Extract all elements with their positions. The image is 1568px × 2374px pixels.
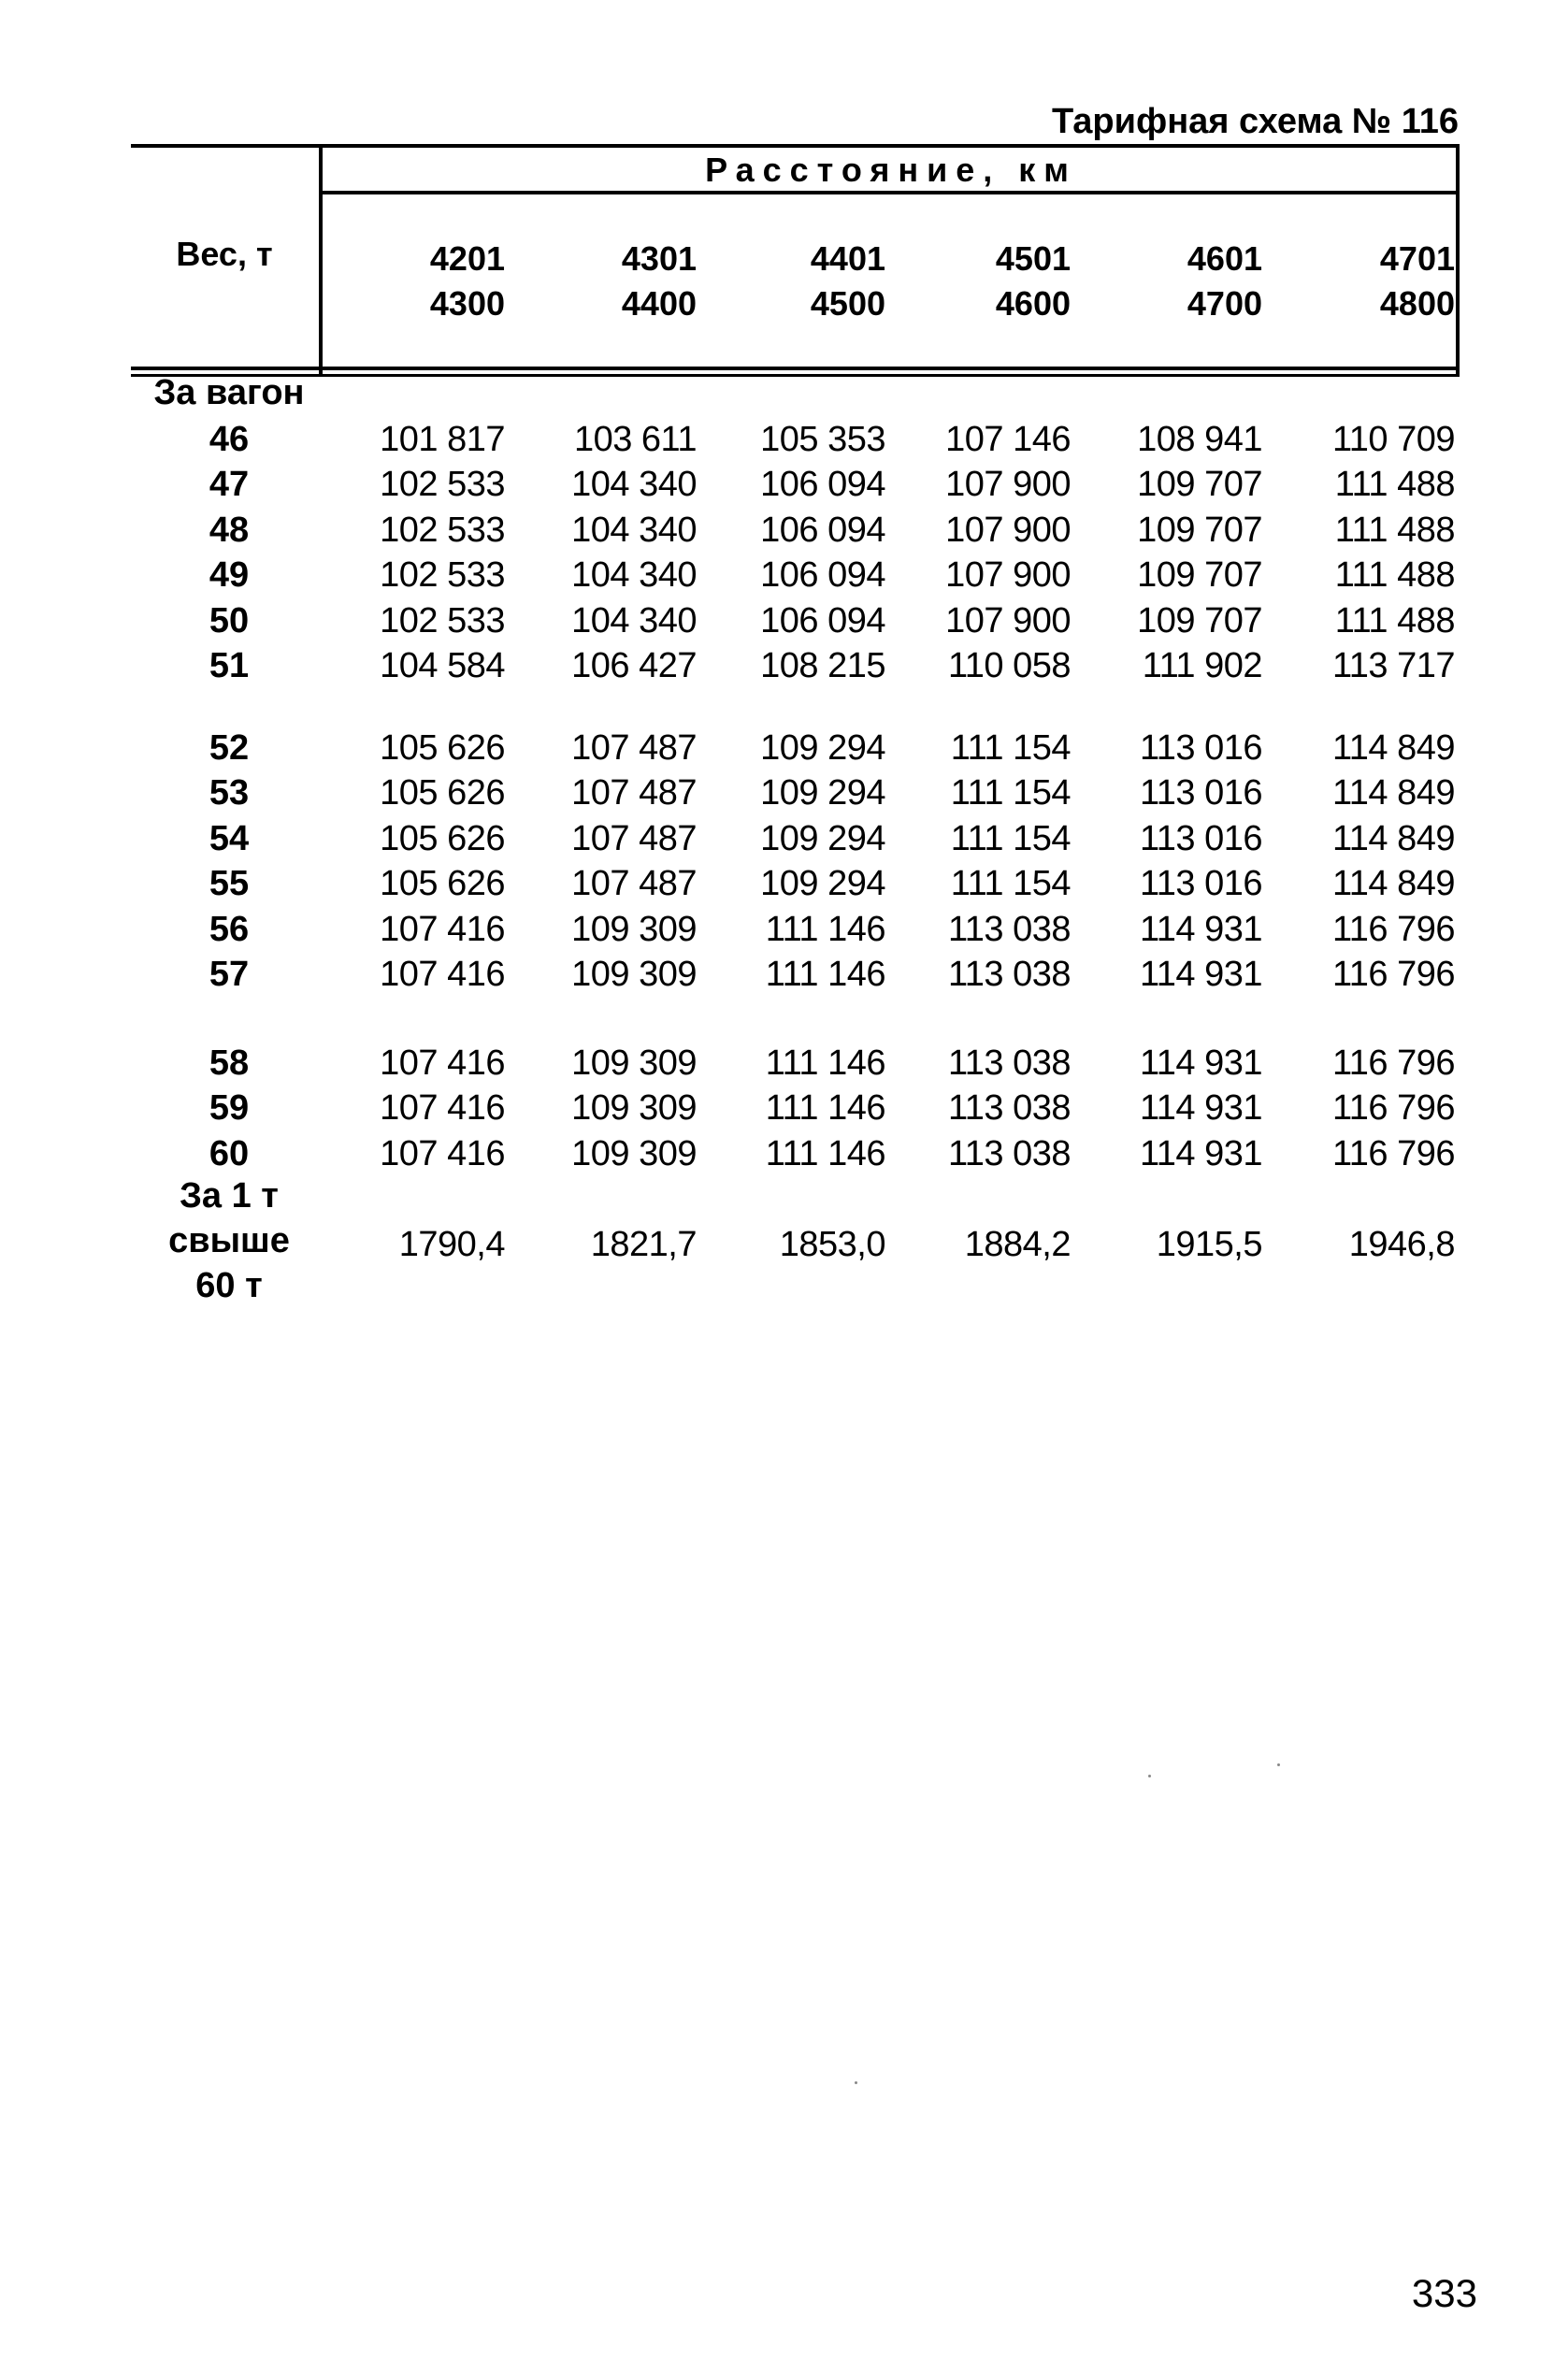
- tariff-cell: 108 941: [1137, 420, 1262, 459]
- tariff-cell: 106 094: [760, 511, 885, 550]
- tariff-cell: 106 094: [760, 555, 885, 595]
- tariff-cell: 106 094: [760, 601, 885, 640]
- weight-label-cell: 46: [209, 420, 250, 459]
- tariff-cell: 107 900: [945, 555, 1071, 595]
- tariff-cell: 109 309: [571, 1134, 697, 1173]
- tariff-cell: 111 154: [950, 773, 1071, 813]
- tariff-cell: 111 902: [1142, 646, 1262, 685]
- tariff-cell: 111 154: [950, 728, 1071, 768]
- tariff-cell: 111 146: [765, 1088, 885, 1128]
- tariff-cell: 111 154: [950, 819, 1071, 858]
- distance-range-to: 4500: [810, 284, 885, 323]
- distance-range-from: 4301: [621, 239, 697, 278]
- tariff-cell: 104 340: [571, 601, 697, 640]
- tariff-cell: 109 294: [760, 819, 885, 858]
- distance-range-to: 4400: [621, 284, 697, 323]
- tariff-cell: 105 626: [380, 864, 505, 903]
- tariff-cell: 116 796: [1331, 910, 1455, 949]
- tariff-cell: 109 707: [1137, 601, 1262, 640]
- tariff-cell: 109 309: [571, 1088, 697, 1128]
- tariff-cell: 114 931: [1139, 910, 1262, 949]
- distance-range-to: 4800: [1379, 284, 1455, 323]
- weight-label-cell: 52: [209, 728, 250, 768]
- distance-range-to: 4700: [1187, 284, 1262, 323]
- header-mid-rule: [323, 191, 1460, 194]
- header-bottom-rule-2: [131, 374, 1460, 377]
- tariff-cell: 111 488: [1334, 465, 1455, 504]
- tariff-cell: 113 038: [947, 1043, 1071, 1083]
- per-ton-cell: 1915,5: [1156, 1225, 1262, 1264]
- weight-label-cell: 47: [209, 465, 250, 504]
- per-ton-label-line-2: свыше: [168, 1221, 290, 1260]
- tariff-cell: 106 094: [760, 465, 885, 504]
- section-label: За вагон: [153, 373, 305, 412]
- tariff-cell: 109 294: [760, 728, 885, 768]
- tariff-cell: 107 487: [571, 773, 697, 813]
- tariff-cell: 111 146: [765, 1043, 885, 1083]
- tariff-cell: 107 416: [380, 1134, 505, 1173]
- tariff-cell: 107 146: [945, 420, 1071, 459]
- tariff-cell: 109 294: [760, 864, 885, 903]
- tariff-cell: 109 309: [571, 1043, 697, 1083]
- tariff-cell: 107 900: [945, 511, 1071, 550]
- weight-label-cell: 60: [209, 1134, 250, 1173]
- tariff-cell: 114 849: [1331, 864, 1455, 903]
- per-ton-cell: 1790,4: [398, 1225, 505, 1264]
- tariff-cell: 114 931: [1139, 1088, 1262, 1128]
- tariff-cell: 114 849: [1331, 728, 1455, 768]
- tariff-cell: 107 416: [380, 1043, 505, 1083]
- tariff-cell: 101 817: [380, 420, 505, 459]
- tariff-cell: 109 309: [571, 910, 697, 949]
- tariff-cell: 111 146: [765, 955, 885, 994]
- tariff-cell: 107 900: [945, 465, 1071, 504]
- tariff-cell: 111 488: [1334, 601, 1455, 640]
- tariff-cell: 113 038: [947, 910, 1071, 949]
- tariff-cell: 104 340: [571, 465, 697, 504]
- weight-label-cell: 56: [209, 910, 250, 949]
- tariff-cell: 107 487: [571, 819, 697, 858]
- tariff-cell: 109 707: [1137, 465, 1262, 504]
- tariff-cell: 114 849: [1331, 773, 1455, 813]
- tariff-cell: 113 016: [1139, 728, 1262, 768]
- header-top-rule: [131, 144, 1460, 148]
- scan-speck: [1148, 1775, 1151, 1777]
- distance-range-from: 4701: [1379, 239, 1455, 278]
- tariff-cell: 116 796: [1331, 955, 1455, 994]
- tariff-cell: 111 146: [765, 1134, 885, 1173]
- tariff-cell: 102 533: [380, 511, 505, 550]
- tariff-cell: 113 038: [947, 1134, 1071, 1173]
- weight-label-cell: 50: [209, 601, 250, 640]
- tariff-cell: 113 038: [947, 1088, 1071, 1128]
- tariff-cell: 107 487: [571, 864, 697, 903]
- tariff-cell: 111 146: [765, 910, 885, 949]
- tariff-cell: 105 626: [380, 773, 505, 813]
- tariff-cell: 104 340: [571, 511, 697, 550]
- scan-speck: [855, 2081, 857, 2084]
- weight-label-cell: 57: [209, 955, 250, 994]
- header-bottom-rule-1: [131, 367, 1460, 370]
- tariff-cell: 105 626: [380, 728, 505, 768]
- tariff-cell: 102 533: [380, 601, 505, 640]
- distance-range-from: 4201: [429, 239, 505, 278]
- tariff-cell: 114 931: [1139, 955, 1262, 994]
- tariff-cell: 105 353: [760, 420, 885, 459]
- tariff-cell: 111 488: [1334, 511, 1455, 550]
- tariff-cell: 107 416: [380, 1088, 505, 1128]
- tariff-cell: 114 849: [1331, 819, 1455, 858]
- tariff-cell: 114 931: [1139, 1134, 1262, 1173]
- tariff-cell: 102 533: [380, 555, 505, 595]
- tariff-cell: 107 900: [945, 601, 1071, 640]
- tariff-cell: 107 416: [380, 910, 505, 949]
- distance-range-to: 4600: [995, 284, 1071, 323]
- weight-label-cell: 51: [209, 646, 250, 685]
- tariff-cell: 111 488: [1334, 555, 1455, 595]
- weight-label-cell: 49: [209, 555, 250, 595]
- tariff-cell: 105 626: [380, 819, 505, 858]
- distance-label: Расстояние, км: [705, 151, 1077, 189]
- tariff-cell: 103 611: [573, 420, 697, 459]
- weight-label-cell: 55: [209, 864, 250, 903]
- weight-label-cell: 48: [209, 511, 250, 550]
- tariff-cell: 109 707: [1137, 555, 1262, 595]
- weight-label-cell: 53: [209, 773, 250, 813]
- tariff-cell: 114 931: [1139, 1043, 1262, 1083]
- scheme-title: Тарифная схема № 116: [1051, 102, 1459, 141]
- per-ton-cell: 1884,2: [964, 1225, 1071, 1264]
- tariff-cell: 113 016: [1139, 819, 1262, 858]
- per-ton-label-line-3: 60 т: [195, 1266, 263, 1305]
- tariff-cell: 113 717: [1331, 646, 1455, 685]
- per-ton-cell: 1853,0: [779, 1225, 885, 1264]
- tariff-cell: 116 796: [1331, 1043, 1455, 1083]
- tariff-cell: 107 416: [380, 955, 505, 994]
- tariff-cell: 111 154: [950, 864, 1071, 903]
- distance-range-from: 4401: [810, 239, 885, 278]
- tariff-cell: 104 584: [380, 646, 505, 685]
- tariff-cell: 113 016: [1139, 773, 1262, 813]
- tariff-cell: 104 340: [571, 555, 697, 595]
- distance-range-from: 4601: [1187, 239, 1262, 278]
- per-ton-cell: 1821,7: [590, 1225, 697, 1264]
- tariff-cell: 113 016: [1139, 864, 1262, 903]
- tariff-cell: 109 294: [760, 773, 885, 813]
- weight-label: Вес, т: [176, 235, 273, 273]
- tariff-cell: 110 709: [1331, 420, 1455, 459]
- tariff-cell: 107 487: [571, 728, 697, 768]
- tariff-cell: 106 427: [571, 646, 697, 685]
- per-ton-label-line-1: За 1 т: [180, 1176, 279, 1216]
- scan-speck: [1277, 1763, 1280, 1766]
- tariff-cell: 110 058: [947, 646, 1071, 685]
- tariff-cell: 113 038: [947, 955, 1071, 994]
- tariff-cell: 116 796: [1331, 1088, 1455, 1128]
- tariff-cell: 108 215: [760, 646, 885, 685]
- tariff-cell: 109 707: [1137, 511, 1262, 550]
- tariff-cell: 116 796: [1331, 1134, 1455, 1173]
- page-number: 333: [1411, 2271, 1477, 2315]
- per-ton-cell: 1946,8: [1348, 1225, 1455, 1264]
- tariff-cell: 102 533: [380, 465, 505, 504]
- distance-range-from: 4501: [995, 239, 1071, 278]
- weight-label-cell: 59: [209, 1088, 250, 1128]
- tariff-cell: 109 309: [571, 955, 697, 994]
- weight-label-cell: 54: [209, 819, 250, 858]
- distance-range-to: 4300: [429, 284, 505, 323]
- weight-label-cell: 58: [209, 1043, 250, 1083]
